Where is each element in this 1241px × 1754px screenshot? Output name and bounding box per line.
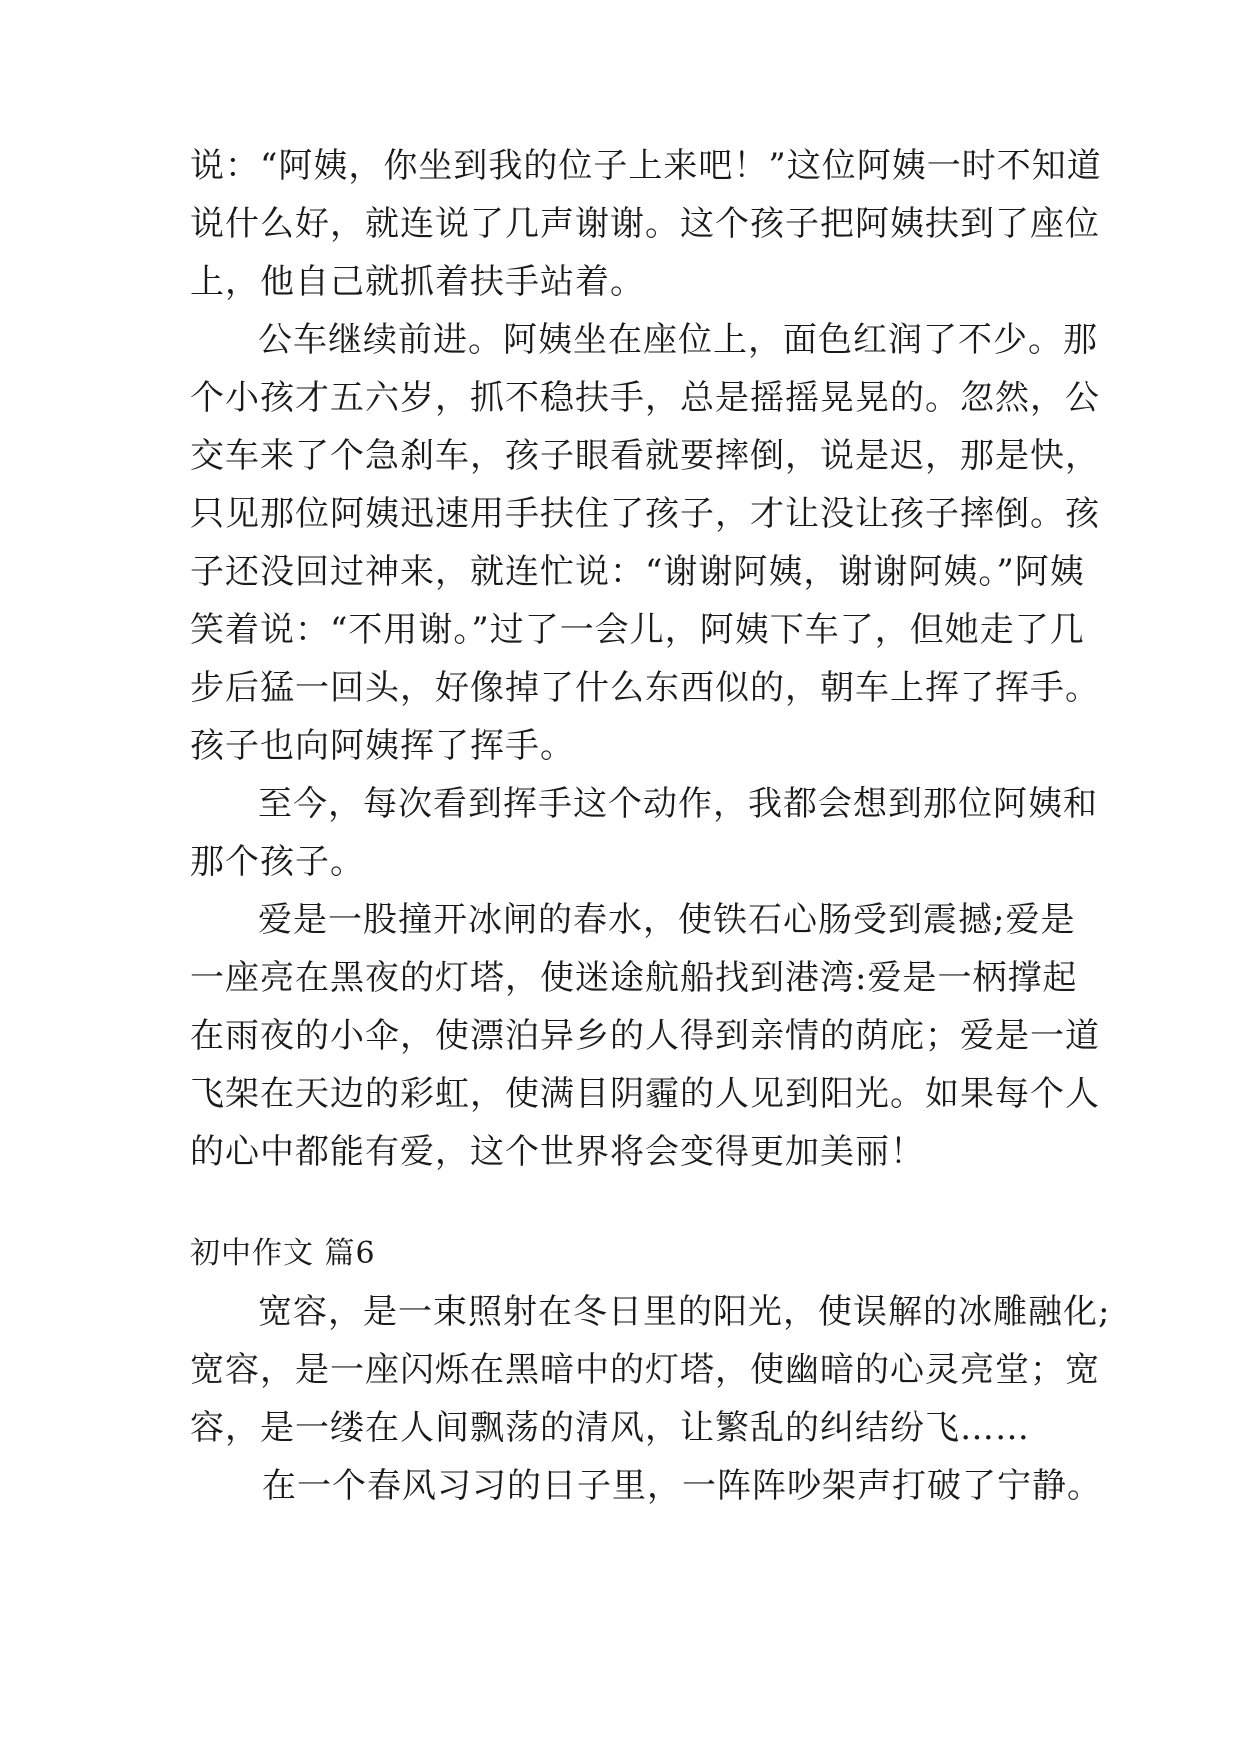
paragraph-line: 孩子也向阿姨挥了挥手。 bbox=[190, 726, 575, 766]
paragraph-line: 上，他自己就抓着扶手站着。 bbox=[190, 262, 645, 302]
paragraph-line: 说：“阿姨，你坐到我的位子上来吧！”这位阿姨一时不知道 bbox=[190, 146, 1102, 186]
paragraph-line: 的心中都能有爱，这个世界将会变得更加美丽！ bbox=[190, 1132, 925, 1172]
paragraph-line: 子还没回过神来，就连忙说：“谢谢阿姨，谢谢阿姨。”阿姨 bbox=[190, 552, 1085, 592]
paragraph-line: 飞架在天边的彩虹，使满目阴霾的人见到阳光。如果每个人 bbox=[190, 1074, 1100, 1114]
paragraph-line: 至今，每次看到挥手这个动作，我都会想到那位阿姨和 bbox=[258, 784, 1098, 824]
paragraph-line: 只见那位阿姨迅速用手扶住了孩子，才让没让孩子摔倒。孩 bbox=[190, 494, 1100, 534]
paragraph-line: 容，是一缕在人间飘荡的清风，让繁乱的纠结纷飞…… bbox=[190, 1408, 1030, 1448]
paragraph-line: 宽容，是一束照射在冬日里的阳光，使误解的冰雕融化; bbox=[258, 1292, 1111, 1332]
paragraph-line: 爱是一股撞开冰闸的春水，使铁石心肠受到震撼;爱是 bbox=[258, 900, 1076, 940]
paragraph-line: 说什么好，就连说了几声谢谢。这个孩子把阿姨扶到了座位 bbox=[190, 204, 1100, 244]
paragraph-line: 在一个春风习习的日子里，一阵阵吵架声打破了宁静。 bbox=[262, 1466, 1102, 1506]
paragraph-line: 宽容，是一座闪烁在黑暗中的灯塔，使幽暗的心灵亮堂；宽 bbox=[190, 1350, 1100, 1390]
paragraph-line: 一座亮在黑夜的灯塔，使迷途航船找到港湾:爱是一柄撑起 bbox=[190, 958, 1078, 998]
paragraph-line: 交车来了个急刹车，孩子眼看就要摔倒，说是迟，那是快， bbox=[190, 436, 1100, 476]
paragraph-line: 步后猛一回头，好像掉了什么东西似的，朝车上挥了挥手。 bbox=[190, 668, 1100, 708]
paragraph-line: 个小孩才五六岁，抓不稳扶手，总是摇摇晃晃的。忽然，公 bbox=[190, 378, 1100, 418]
paragraph-line: 那个孩子。 bbox=[190, 842, 365, 882]
paragraph-line: 公车继续前进。阿姨坐在座位上，面色红润了不少。那 bbox=[258, 320, 1098, 360]
paragraph-line: 在雨夜的小伞，使漂泊异乡的人得到亲情的荫庇；爱是一道 bbox=[190, 1016, 1100, 1056]
paragraph-line: 笑着说：“不用谢。”过了一会儿，阿姨下车了，但她走了几 bbox=[190, 610, 1085, 650]
section-heading: 初中作文 篇6 bbox=[190, 1236, 376, 1271]
